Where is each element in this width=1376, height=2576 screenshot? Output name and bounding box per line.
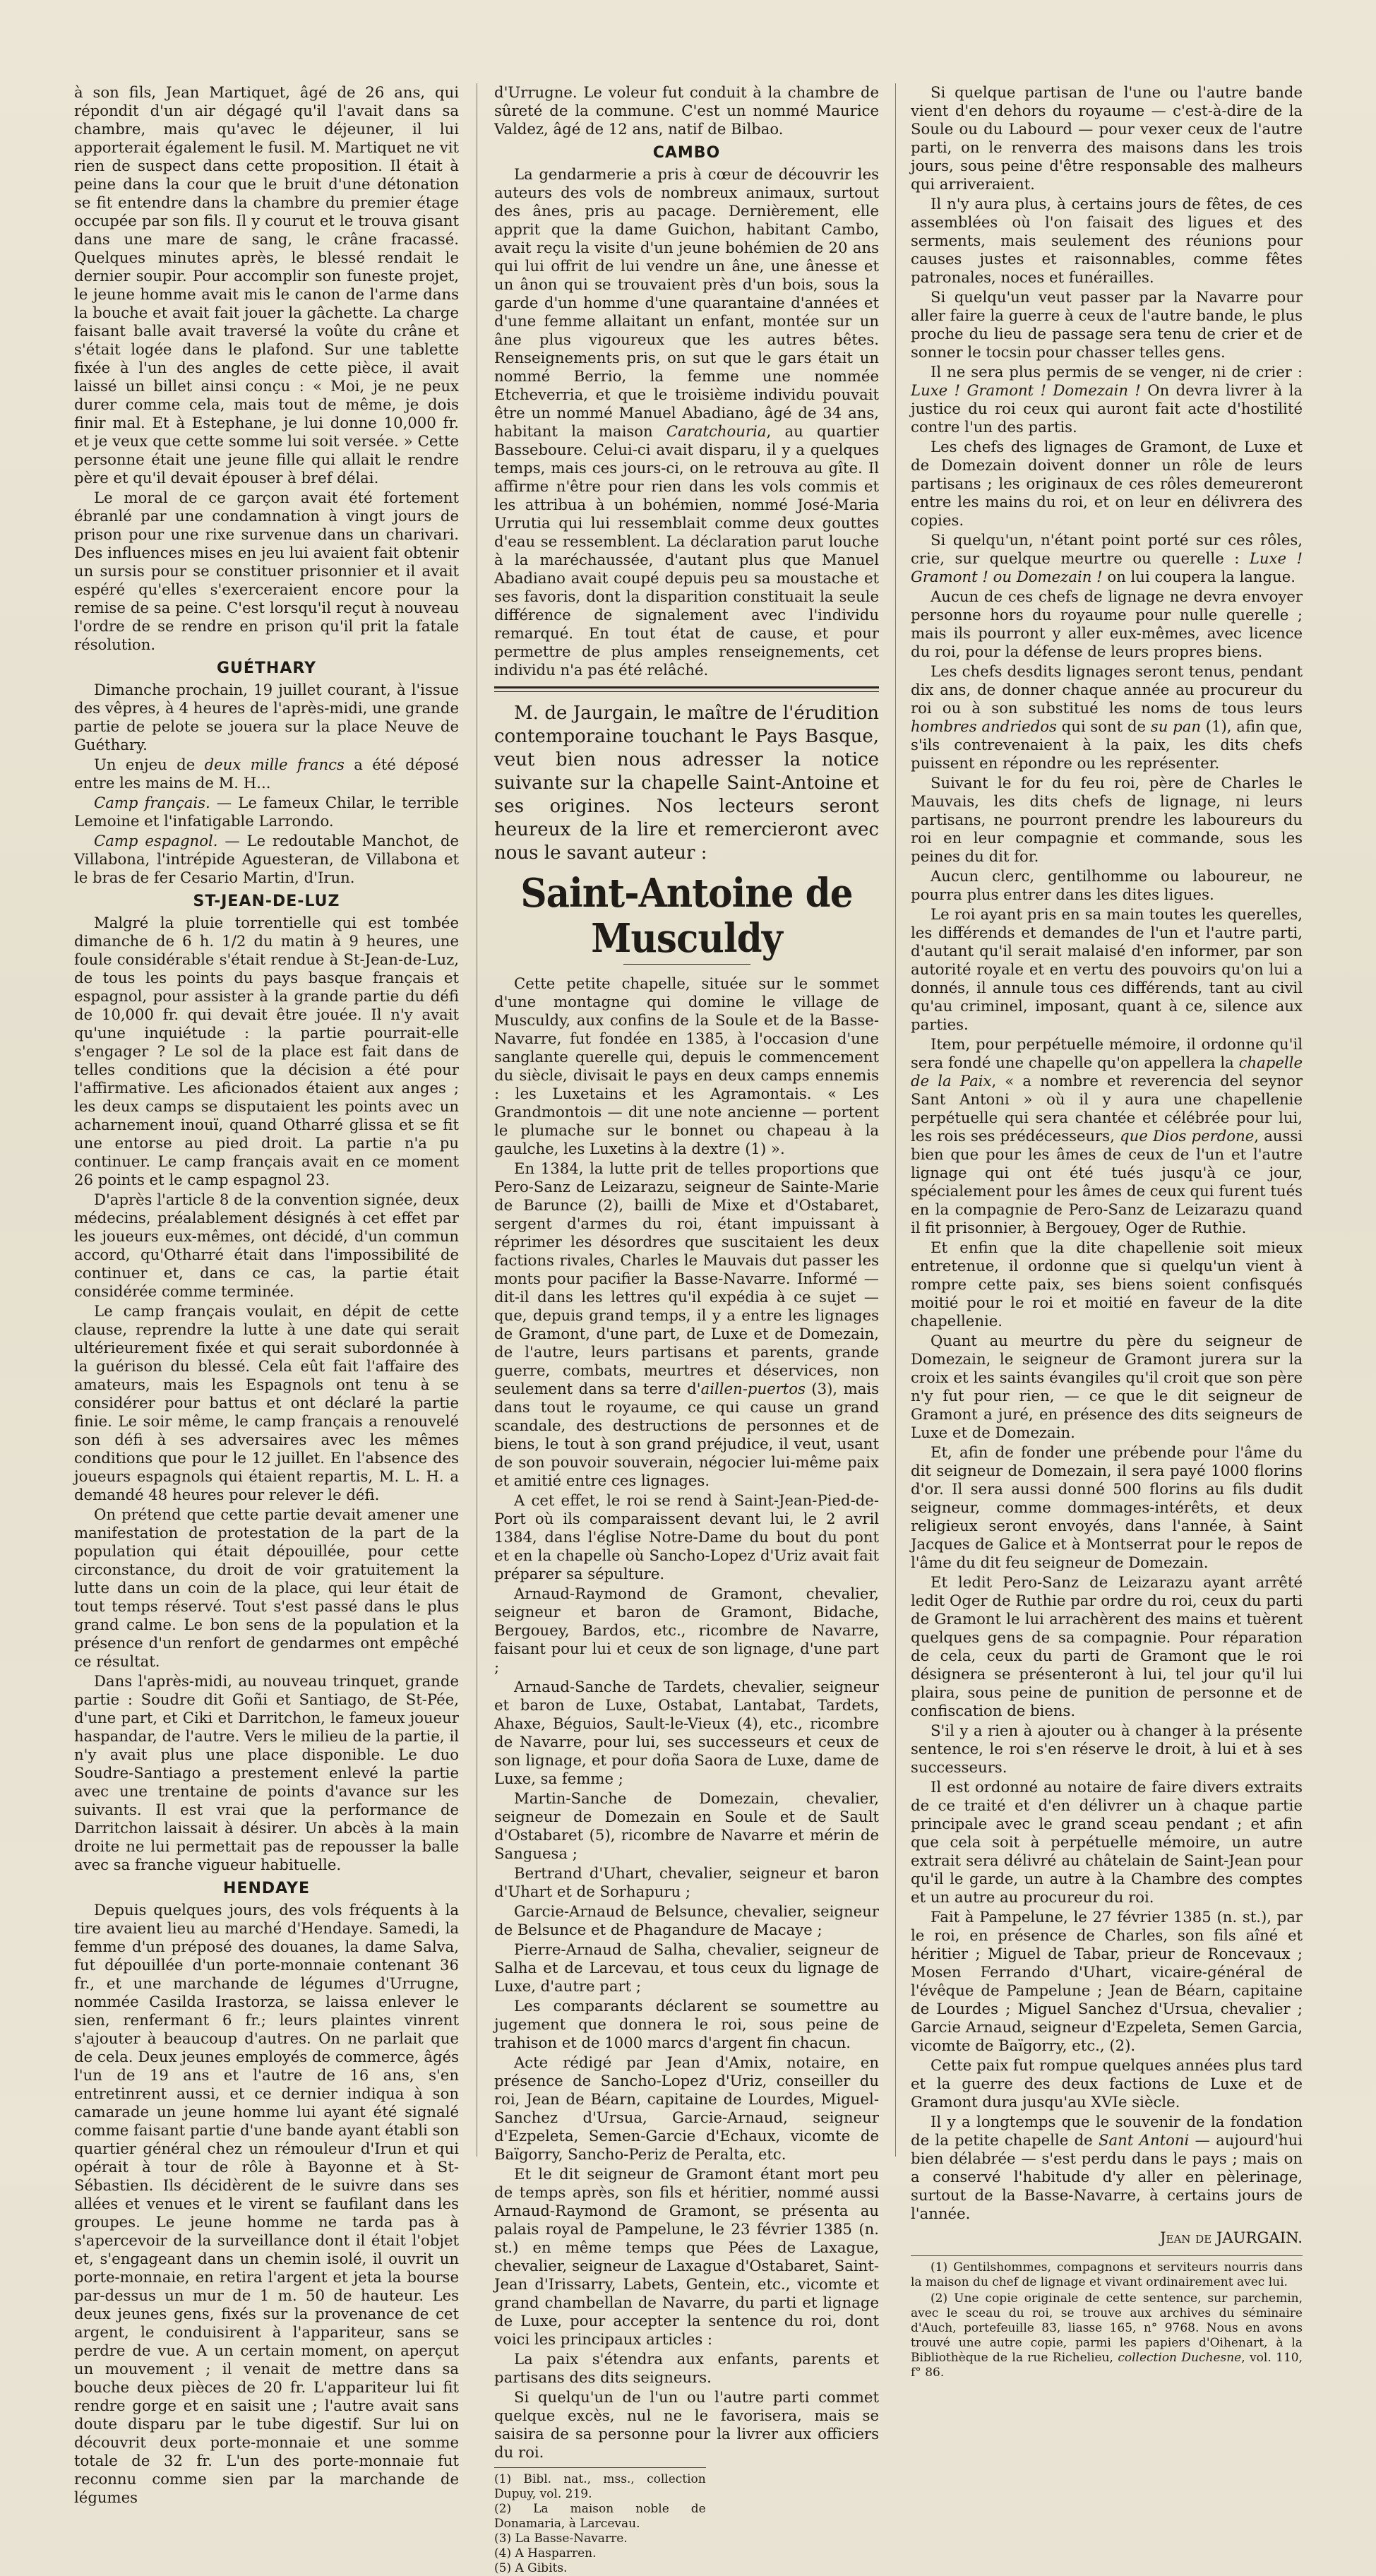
emphasis: chapelle de la Paix	[911, 1054, 1303, 1090]
section-heading-st-jean-de-luz: ST-JEAN-DE-LUZ	[193, 893, 340, 910]
paragraph: Dans l'après-midi, au nouveau trinquet, grande partie : Soudre dit Goñi et Santiago, de St-Pée, d'une part, et Ciki et Darritchon, le fameux joueur haspandar, de l'autre. Vers le milieu de la partie, il n'y avait plus une place disponible. Le duo Soudre-Santiago a prestement enlevé la partie avec une trentaine de points d'avance sur les suivants. Il est vrai que la performance de Darritchon laissait à désirer. Un abcès à la main droite ne lui permettait pas de repousser la balle avec sa franche vigueur habituelle.	[74, 1672, 459, 1873]
paragraph: Les chefs desdits lignages seront tenus, pendant dix ans, de donner chaque année au procureur du roi ou à son substitué les noms de tous leurs hombres andriedos qui sont de su pan (1), afin que, s'ils contrevenaient à la paix, les dits chefs puissent en répondre ou les représenter.	[911, 662, 1303, 772]
paragraph: Aucun clerc, gentilhomme ou laboureur, ne pourra plus entrer dans les dites ligues.	[911, 867, 1303, 903]
section-heading-cambo: CAMBO	[652, 144, 721, 162]
column-2	[494, 83, 880, 2575]
paragraph: Un enjeu de deux mille francs a été déposé entre les mains de M. H...	[74, 756, 459, 792]
column-rule	[895, 83, 896, 2157]
paragraph: Acte rédigé par Jean d'Amix, notaire, en présence de Sancho-Lopez d'Uriz, conseiller du roi, Jean de Béarn, capitaine de Lourdes, Miguel-Sanchez d'Ursua, Garcie-Arnaud, seigneur d'Ezpeleta, Semen-Garcie d'Echaux, vicomte de Baïgorry, Sancho-Periz de Peralta, etc.	[494, 2053, 879, 2163]
paragraph: Si quelque partisan de l'une ou l'autre bande vient d'en dehors du royaume — c'est-à-dire de la Soule ou du Labourd — pour vexer ceux de l'autre parti, on le renverra des maisons dans les trois jours, sous peine d'être responsable des malheurs qui arriveraient.	[911, 83, 1303, 193]
emphasis: Caratchouria	[666, 422, 767, 440]
paragraph: Et le dit seigneur de Gramont étant mort peu de temps après, son fils et héritier, nommé aussi Arnaud-Raymond de Gramont, se présenta au palais royal de Pampelune, le 23 février 1385 (n. st.) en même temps que Pées de Laxague, chevalier, seigneur de Laxague d'Ostabaret, Saint-Jean d'Irissarry, Labets, Gentein, etc., vicomte et grand chambellan de Navarre, du parti et lignage de Luxe, pour accepter la sentence du roi, dont voici les principaux articles :	[494, 2165, 879, 2348]
section-heading-guethary: GUÉTHARY	[216, 660, 317, 677]
paragraph: Malgré la pluie torrentielle qui est tombée dimanche de 6 h. 1/2 du matin à 9 heures, une foule considérable s'était rendue à St-Jean-de-Luz, de tous les points du pays basque français et espagnol, pour assister à la grande partie du défi de 10,000 fr. qui devait être jouée. Il n'y avait qu'une inquiétude : la partie pourrait-elle s'engager ? Le sol de la place est fait dans de telles conditions que la décision a été pour l'affirmative. Les aficionados étaient aux anges ; les deux camps se disputaient les points avec un acharnement inouï, quand Otharré glissa et se fit une entorse au pied droit. La partie n'a pu continuer. Le camp français avait en ce moment 26 points et le camp espagnol 23.	[74, 914, 459, 1188]
paragraph: A cet effet, le roi se rend à Saint-Jean-Pied-de-Port où ils comparaissent devant lui, le 2 avril 1384, dans l'église Notre-Dame du bout du pont et en la chapelle où Sancho-Lopez d'Uriz avait fait préparer sa sépulture.	[494, 1491, 879, 1582]
paragraph: Il n'y aura plus, à certains jours de fêtes, de ces assemblées où l'on faisait des ligues et des serments, mais seulement des réunions pour causes justes et raisonnables, comme fêtes patronales, noces et funérailles.	[911, 195, 1303, 286]
paragraph: En 1384, la lutte prit de telles proportions que Pero-Sanz de Leizarazu, seigneur de Sainte-Marie de Barunce (2), bailli de Mixe et d'Ostabaret, sergent d'armes du roi, étant impuissant à réprimer les désordres que suscitaient les deux factions rivales, Charles le Mauvais dut passer les monts pour pacifier la Basse-Navarre. Informé — dit-il dans les lettres qu'il expédia à ce sujet — que, depuis grand temps, il y a entre les lignages de Gramont, d'une part, de Luxe et de Domezain, de l'autre, leurs partisans et parents, grande guerre, combats, meurtres et déservices, non seulement dans sa terre d'aillen-puertos (3), mais dans tout le royaume, ce qui cause un grand scandale, des destructions de personnes et de biens, le tout à son grand préjudice, il veut, usant de son pouvoir souverain, négocier lui-même paix et amitié entre ces lignages.	[494, 1159, 880, 1489]
column-1	[74, 83, 459, 2506]
paragraph: D'après l'article 8 de la convention signée, deux médecins, préalablement désignés à cet effet par les joueurs eux-mêmes, ont décidé, d'un commun accord, qu'Otharré était dans l'impossibilité de continuer et, dans ce cas, la partie était considérée comme terminée.	[74, 1191, 459, 1300]
paragraph: Il y a longtemps que le souvenir de la fondation de la petite chapelle de Sant Antoni — aujourd'hui bien délabrée — s'est perdu dans le pays ; mais on a conservé l'habitude d'y aller en pèlerinage, surtout de la Basse-Navarre, à certains jours de l'année.	[911, 2113, 1303, 2222]
paragraph: Suivant le for du feu roi, père de Charles le Mauvais, les dits chefs de lignage, ni leurs partisans, ne pourront prendre les laboureurs du roi en leur compagnie et commande, sous les peines du dit for.	[911, 774, 1303, 865]
section-heading-hendaye: HENDAYE	[223, 1880, 310, 1897]
paragraph: Le roi ayant pris en sa main toutes les querelles, les différends et demandes de l'un et l'autre parti, d'autant qu'il serait malaisé d'en informer, par son autorité royale et en vertu des pouvoirs qu'on lui a donnés, il annule tous ces différends, tant au civil qu'au criminel, imposant, quant à ce, silence aux parties.	[911, 905, 1303, 1033]
paragraph: Il est ordonné au notaire de faire divers extraits de ce traité et d'en délivrer un à chaque partie principale avec le grand sceau pendant ; et afin que cela soit à perpétuelle mémoire, un autre extrait sera délivré au châtelain de Saint-Jean pour qu'il le garde, un autre à la Chambre des comptes et un autre au procureur du roi.	[911, 1778, 1303, 1906]
footnote: (2) Une copie originale de cette sentence, sur parchemin, avec le sceau du roi, se trouve aux archives du séminaire d'Auch, portefeuille 83, liasse 165, n° 9768. Nous en avons trouvé une autre copie, parmi les papiers d'Oihenart, à la Bibliothèque de la rue Richelieu, collection Duchesne, vol. 110, f° 86.	[911, 2291, 1303, 2380]
paragraph: Camp espagnol. — Le redoutable Manchot, de Villabona, l'intrépide Aguesteran, de Villabona et le bras de fer Cesario Martin, d'Irun.	[74, 832, 459, 886]
footnote: (2) La maison noble de Donamaria, à Larcevau.	[494, 2502, 706, 2531]
emphasis: su pan	[1150, 717, 1201, 735]
footnote: (1) Gentilshommes, compagnons et serviteurs nourris dans la maison du chef de lignage et vivant ordinairement avec lui.	[911, 2260, 1303, 2289]
paragraph: Garcie-Arnaud de Belsunce, chevalier, seigneur de Belsunce et de Phagandure de Macaye ;	[494, 1902, 879, 1938]
paragraph: Camp français. — Le fameux Chilar, le terrible Lemoine et l'infatigable Larrondo.	[74, 794, 459, 830]
paragraph: Cette petite chapelle, située sur le sommet d'une montagne qui domine le village de Musculdy, aux confins de la Soule et de la Basse-Navarre, fut fondée en 1385, à l'occasion d'une sanglante querelle qui, depuis le commencement du siècle, divisait le pays en deux camps ennemis : les Luxetains et les Agramontais. « Les Grandmontois — dit une note ancienne — portent le plumache sur le bonnet ou chapeau à la gaulche, les Luxetins à la dextre (1) ».	[494, 974, 879, 1157]
footnote: (3) La Basse-Navarre.	[494, 2532, 628, 2546]
paragraph: Et ledit Pero-Sanz de Leizarazu ayant arrêté ledit Oger de Ruthie par ordre du roi, ceux du parti de Gramont le lui arrachèrent des mains et tuèrent quelques gens de sa compagnie. Pour réparation de cela, ceux du parti de Gramont que le roi désignera se présenteront à lui, tel jour qu'il lui plaira, sous peine de punition de personne et de confiscation de biens.	[911, 1573, 1303, 1719]
paragraph: La paix s'étendra aux enfants, parents et partisans des dits seigneurs.	[494, 2350, 879, 2386]
paragraph: Quant au meurtre du père du seigneur de Domezain, le seigneur de Gramont jurera sur la croix et les saints évangiles qu'il croit que son père n'y fut pour rien, — ce que le dit seigneur de Gramont a juré, en présence des dits seigneurs de Luxe et de Domezain.	[911, 1332, 1303, 1441]
footnote: (1) Bibl. nat., mss., collection Dupuy, vol. 219.	[494, 2472, 706, 2501]
emphasis: que Dios perdone	[1120, 1127, 1255, 1145]
emphasis: Luxe ! Gramont ! Domezain !	[911, 381, 1141, 399]
paragraph: à son fils, Jean Martiquet, âgé de 26 ans, qui répondit d'un air dégagé qu'il l'avait dans sa chambre, mais qu'avec le déjeuner, il lui apporterait également le fusil. M. Martiquet ne vit rien de suspect dans cette proposition. Il était à peine dans la cour que le bruit d'une détonation se fit entendre dans la chambre du premier étage occupée par son fils. Il y courut et le trouva gisant dans une mare de sang, le crâne fracassé. Quelques minutes après, le blessé rendait le dernier soupir. Pour accomplir son funeste projet, le jeune homme avait mis le canon de l'arme dans la bouche et avait fait jouer la gâchette. La charge faisant balle avait traversé la voûte du crâne et s'était logée dans le plafond. Sur une tablette fixée à l'un des angles de cette pièce, il avait laissé un billet ainsi conçu : « Moi, je ne peux durer comme cela, mais tout de même, je dois finir mal. Et à Estephane, je lui donne 10,000 fr. et je veux que cette somme lui soit versée. » Cette personne était une jeune fille qui allait le rendre père et qu'il devait épouser à bref délai.	[74, 83, 459, 487]
emphasis: aillen-puertos	[700, 1380, 806, 1397]
footnote: (5) A Gibits.	[494, 2561, 568, 2575]
paragraph: Arnaud-Sanche de Tardets, chevalier, seigneur et baron de Luxe, Ostabat, Lantabat, Tardets, Ahaxe, Béguios, Sault-le-Vieux (4), etc., ricombre de Navarre, pour lui, ses successeurs et ceux de son lignage, et pour doña Saora de Luxe, dame de Luxe, sa femme ;	[494, 1678, 879, 1787]
paragraph: Cette paix fut rompue quelques années plus tard et la guerre des deux factions de Luxe et de Gramont dura jusqu'au XVIe siècle.	[911, 2056, 1303, 2111]
emphasis: Camp français.	[94, 794, 210, 811]
paragraph: Et enfin que la dite chapellenie soit mieux entretenue, il ordonne que si quelqu'un vient à rompre cette paix, ses biens soient confisqués moitié pour le roi et moitié en faveur de la dite chapellenie.	[911, 1239, 1303, 1330]
emphasis: Camp espagnol.	[94, 832, 218, 849]
paragraph: Bertrand d'Uhart, chevalier, seigneur et baron d'Uhart et de Sorhapuru ;	[494, 1864, 879, 1900]
paragraph: Aucun de ces chefs de lignage ne devra envoyer personne hors du royaume pour nulle querelle ; mais ils pourront y aller eux-mêmes, avec licence du roi, pour la défense de leurs propres biens.	[911, 588, 1303, 660]
article-introduction: M. de Jaurgain, le maître de l'érudition contemporaine touchant le Pays Basque, veut bien nous adresser la notice suivante sur la chapelle Saint-Antoine et ses origines. Nos lecteurs seront heureux de la lire et remercieront avec nous le savant auteur :	[494, 703, 879, 864]
paragraph: Si quelqu'un veut passer par la Navarre pour aller faire la guerre à ceux de l'autre bande, le plus proche du lieu de passage sera tenu de crier et de sonner le tocsin pour chasser telles gens.	[911, 288, 1303, 361]
paragraph: Arnaud-Raymond de Gramont, chevalier, seigneur et baron de Gramont, Bidache, Bergouey, Bardos, etc., ricombre de Navarre, faisant pour lui et ceux de son lignage, d'une part ;	[494, 1585, 879, 1676]
emphasis: collection Duchesne	[1118, 2351, 1242, 2365]
paragraph: Dimanche prochain, 19 juillet courant, à l'issue des vêpres, à 4 heures de l'après-midi, une grande partie de pelote se jouera sur la place Neuve de Guéthary.	[74, 681, 459, 753]
paragraph: Le camp français voulait, en dépit de cette clause, reprendre la lutte à une date qui serait ultérieurement fixée et qui serait subordonnée à la guérison du blessé. Cela eût fait l'affaire des amateurs, mais les Espagnols ont tenu à se considérer pour battus et ont déclaré la partie finie. Le soir même, le camp français a renouvelé son défi à ses adversaires avec les mêmes conditions que pour le 12 juillet. En l'absence des joueurs espagnols qui étaient repartis, M. L. H. a demandé 48 heures pour relever le défi.	[74, 1302, 459, 1503]
footnotes	[494, 2467, 706, 2576]
paragraph: Il ne sera plus permis de se venger, ni de crier : Luxe ! Gramont ! Domezain ! On devra livrer à la justice du roi ceux qui auront fait acte d'hostilité contre l'un des partis.	[911, 363, 1303, 436]
author-signature: Jean de JAURGAIN.	[1160, 2229, 1303, 2246]
footnote: (4) A Hasparren.	[494, 2546, 597, 2560]
paragraph: Item, pour perpétuelle mémoire, il ordonne qu'il sera fondé une chapelle qu'on appellera la chapelle de la Paix, « a nombre et reverencia del seynor Sant Antoni » où il y aura une chapellenie perpétuelle qui sera chantée et célébrée pour lui, les rois ses prédécesseurs, que Dios perdone, aussi bien que pour les âmes de ceux de l'un et l'autre lignage qui ont été tués jusqu'à ce jour, spécialement pour les âmes de ceux qui furent tués en la compagnie de Pero-Sanz de Leizarazu quand il fit prisonnier, à Bergouey, Oger de Ruthie.	[911, 1035, 1303, 1236]
emphasis: Luxe ! Gramont ! ou Domezain !	[911, 549, 1303, 585]
article-title: Saint-Antoine de Musculdy	[520, 870, 853, 962]
emphasis: Sant Antoni	[1099, 2131, 1190, 2149]
emphasis: deux mille francs	[204, 756, 345, 773]
paragraph: La gendarmerie a pris à cœur de découvrir les auteurs des vols de nombreux animaux, surtout des ânes, pris au pacage. Dernièrement, elle apprit que la dame Guichon, habitant Cambo, avait reçu la visite d'un jeune bohémien de 20 ans qui lui offrit de lui vendre un âne, une ânesse et un ânon qui se trouvaient près d'un bois, sous la garde d'un homme d'une quarantaine d'années et d'une femme allaitant un enfant, montée sur un âne plus vigoureux que les autres bêtes. Renseignements pris, on sut que le gars était un nommé Berrio, la femme une nommée Etcheverria, et que le troisième individu pouvait être un nommé Manuel Abadiano, âgé de 34 ans, habitant la maison Caratchouria, au quartier Basseboure. Celui-ci avait disparu, il y a quelques temps, mais ces jours-ci, on le retrouva au gîte. Il affirme n'être pour rien dans les vols commis et les attribua à un bohémien, nommé José-Maria Urrutia qui lui ressemblait comme deux gouttes d'eau se ressemblent. La déclaration parut louche à la maréchaussée, d'autant plus que Manuel Abadiano avait coupé depuis peu sa moustache et ses favoris, dont la disparition constituait la seule différence de signalement avec l'individu remarqué. En tout état de cause, et pour permettre de plus amples renseignements, cet individu n'a pas été relâché.	[494, 165, 879, 679]
paragraph: Martin-Sanche de Domezain, chevalier, seigneur de Domezain en Soule et de Sault d'Ostabaret (5), ricombre de Navarre et mérin de Sanguesa ;	[494, 1789, 879, 1862]
footnotes	[911, 2255, 1303, 2380]
paragraph: Les comparants déclarent se soumettre au jugement que donnera le roi, sous peine de trahison et de 1000 marcs d'argent fin chacun.	[494, 1997, 879, 2051]
paragraph: S'il y a rien à ajouter ou à changer à la présente sentence, le roi s'en réserve le droit, à lui et à ses successeurs.	[911, 1722, 1303, 1776]
paragraph: Les chefs des lignages de Gramont, de Luxe et de Domezain doivent donner un rôle de leurs partisans ; les originaux de ces rôles demeureront entre les mains du roi, et on leur en délivrera des copies.	[911, 438, 1303, 529]
paragraph: On prétend que cette partie devait amener une manifestation de protestation de la part de la population qui était dépouillée, pour cette circonstance, du droit de voir gratuitement la lutte dans un coin de la place, qui leur était de tout temps réservé. Tout s'est passé dans le plus grand calme. Le bon sens de la population et la présence d'un renfort de gendarmes ont empêché ce résultat.	[74, 1505, 459, 1670]
paragraph: Depuis quelques jours, des vols fréquents à la tire avaient lieu au marché d'Hendaye. Samedi, la femme d'un préposé des douanes, la dame Salva, fut dépouillée d'un porte-monnaie contenant 36 fr., et une marchande de légumes d'Urrugne, nommée Casilda Irastorza, se laissa enlever le sien, renfermant 6 fr.; leurs plaintes vinrent s'ajouter à beaucoup d'autres. On ne parlait que de cela. Deux jeunes employés de commerce, âgés l'un de 19 ans et l'autre de 16 ans, s'en entretinrent aussi, et ce dernier indiqua à son camarade un jeune homme lui ayant été signalé comme faisant partie d'une bande ayant établi son quartier général chez un rémouleur d'Irun et qui opérait à tour de rôle à Bayonne et à St-Sébastien. Ils décidèrent de le suivre dans ses allées et venues et le virent se faufilant dans les groupes. Le jeune homme ne tarda pas à s'apercevoir de la surveillance dont il était l'objet et, s'engageant dans un chemin isolé, il ouvrit un porte-monnaie, en retira l'argent et jeta la bourse par-dessus un mur de 1 m. 50 de hauteur. Les deux jeunes gens, fixés sur la provenance de cet argent, le conduisirent à l'appariteur, sans se perdre de vue. A un certain moment, on aperçut un mouvement ; il venait de mettre dans sa bouche deux pièces de 20 fr. L'appariteur lui fit rendre gorge et en saisit une ; l'autre avait sans doute disparu par le tube digestif. Sur lui on découvrit deux porte-monnaie et une somme totale de 32 fr. L'un des porte-monnaie fut reconnu comme sien par la marchande de légumes	[74, 1901, 459, 2506]
paragraph: Si quelqu'un, n'étant point porté sur ces rôles, crie, sur quelque meurtre ou querelle : Luxe ! Gramont ! ou Domezain ! on lui coupera la langue.	[911, 531, 1303, 585]
paragraph: Et, afin de fonder une prébende pour l'âme du dit seigneur de Domezain, il sera payé 1000 florins d'or. Il sera aussi donné 500 florins au fils dudit seigneur, comme dommages-intérêts, et deux religieux seront envoyés, dans l'année, à Saint Jacques de Galice et à Montserrat pour le repos de l'âme du dit feu seigneur de Domezain.	[911, 1443, 1303, 1571]
section-divider	[494, 691, 879, 692]
section-divider	[494, 686, 879, 688]
title-rule	[623, 964, 750, 965]
paragraph: d'Urrugne. Le voleur fut conduit à la chambre de sûreté de la commune. C'est un nommé Maurice Valdez, âgé de 12 ans, natif de Bilbao.	[494, 83, 879, 138]
paragraph: Pierre-Arnaud de Salha, chevalier, seigneur de Salha et de Larcevau, et tous ceux du lignage de Luxe, d'autre part ;	[494, 1940, 879, 1995]
paragraph: Fait à Pampelune, le 27 février 1385 (n. st.), par le roi, en présence de Charles, son fils aîné et héritier ; Miguel de Tabar, prieur de Roncevaux ; Mosen Ferrando d'Uhart, vicaire-général de l'évêque de Pampelune ; Jean de Béarn, capitaine de Lourdes ; Miguel Sanchez d'Ursua, chevalier ; Garcie Arnaud, seigneur d'Ezpeleta, Semen Garcia, vicomte de Baïgorry, etc., (2).	[911, 1908, 1303, 2054]
paragraph: Le moral de ce garçon avait été fortement ébranlé par une condamnation à vingt jours de prison pour une rixe survenue dans un charivari. Des influences mises en jeu lui avaient fait obtenir un sursis pour se constituer prisonnier et il avait espéré qu'elles s'exerceraient encore pour la remise de sa peine. C'est lorsqu'il reçut à nouveau l'ordre de se rendre en prison qu'il prit la fatale résolution.	[74, 489, 459, 653]
emphasis: hombres andriedos	[911, 717, 1057, 735]
paragraph: Si quelqu'un de l'un ou l'autre parti commet quelque excès, nul ne le favorisera, mais se saisira de sa personne pour la livrer aux officiers du roi.	[494, 2388, 879, 2461]
column-3	[911, 83, 1303, 2380]
